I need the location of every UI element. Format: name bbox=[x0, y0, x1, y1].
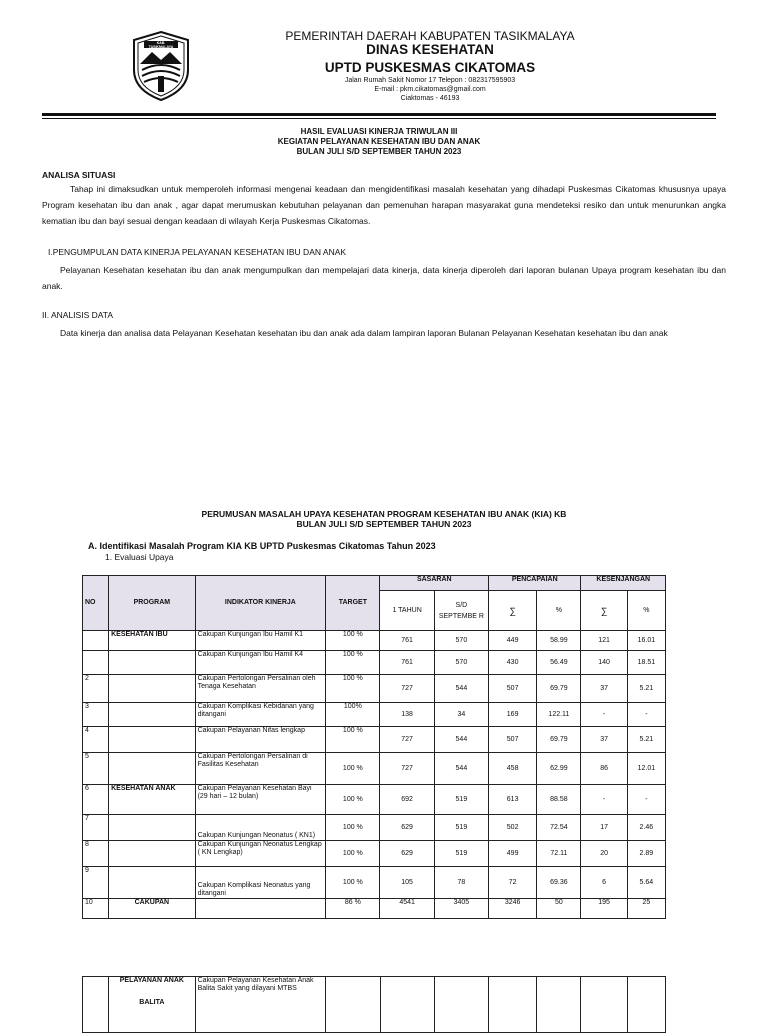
col-kesenjangan: KESENJANGAN bbox=[581, 576, 666, 591]
table-row: 8 Cakupan Kunjungan Neonatus Lengkap ( KN Lengkap) 100 % 629 519 499 72.11 20 2.89 bbox=[83, 841, 666, 867]
col-indikator: INDIKATOR KINERJA bbox=[195, 576, 326, 631]
table-row: 4 Cakupan Pelayanan Nifas lengkap 100 % 727 544 507 69.79 37 5.21 bbox=[83, 727, 666, 753]
analisa-heading: ANALISA SITUASI bbox=[42, 170, 116, 180]
section2-paragraph: Data kinerja dan analisa data Pelayanan Kesehatan kesehatan ibu dan anak ada dalam lampiran laporan Bulanan Pelayanan Kesehatan kesehatan ibu dan anak bbox=[60, 328, 668, 338]
evaluasi-heading: 1. Evaluasi Upaya bbox=[105, 552, 174, 562]
section1-paragraph: Pelayanan Kesehatan kesehatan ibu dan anak mengumpulkan dan mempelajari data kinerja, data kinerja diperoleh dari laporan bulanan Upaya program kesehatan ibu dan anak. bbox=[42, 265, 726, 291]
letterhead-agency: DINAS KESEHATAN bbox=[366, 42, 494, 57]
analisa-paragraph: Tahap ini dimaksudkan untuk memperoleh informasi mengenai keadaan dan mengidentifikasi masalah kesehatan yang dihadapi Puskesmas Cikatomas khususnya upaya Program kesehatan ibu dan anak , agar dapat merumuskan kebutuhan pelayanan dan pemenuhan harapan masyarakat guna mendeteksi resiko dan untuk menurunkan angka kematian ibu dan bayi sesuai dengan keadaan di wilayah Kerja Puskesmas Cikatomas. bbox=[42, 184, 726, 226]
col-pencapaian: PENCAPAIAN bbox=[489, 576, 581, 591]
letterhead-email: E-mail : pkm.cikatomas@gmail.com bbox=[374, 86, 486, 93]
table-row: 5 Cakupan Pertolongan Persalinan di Fasilitas Kesehatan 100 % 727 544 458 62.99 86 12.01 bbox=[83, 753, 666, 785]
letterhead-unit: UPTD PUSKESMAS CIKATOMAS bbox=[324, 60, 536, 75]
evaluation-table bbox=[82, 575, 666, 919]
table-row: 10 CAKUPAN 86 % 4541 3405 3246 50 195 25 bbox=[83, 899, 666, 919]
letterhead-address: Jalan Rumah Sakit Nomor 17 Telepon : 082317595903 bbox=[344, 77, 516, 84]
balita-table bbox=[82, 976, 666, 1033]
table-row: 7 Cakupan Kunjungan Neonatus ( KN1) 100 % 629 519 502 72.54 17 2.46 bbox=[83, 815, 666, 841]
col-sasaran-tahun: 1 TAHUN bbox=[380, 591, 434, 631]
perumusan-title: PERUMUSAN MASALAH UPAYA KESEHATAN PROGRAM KESEHATAN IBU ANAK (KIA) KB bbox=[201, 509, 567, 519]
letterhead-government: PEMERINTAH DAERAH KABUPATEN TASIKMALAYA bbox=[285, 29, 575, 43]
col-target: TARGET bbox=[326, 576, 380, 631]
regency-logo bbox=[130, 30, 192, 102]
col-kesenjangan-pct: % bbox=[627, 591, 665, 631]
report-title: HASIL EVALUASI KINERJA TRIWULAN III bbox=[300, 127, 458, 136]
balita-program-line1: PELAYANAN ANAK bbox=[119, 977, 184, 984]
table-row: Cakupan Kunjungan Ibu Hamil K4 100 % 761 570 430 56.49 140 18.51 bbox=[83, 651, 666, 675]
col-no: NO bbox=[83, 576, 109, 631]
balita-indikator: Cakupan Pelayanan Kesehatan Anak Balita Sakit yang dilayani MTBS bbox=[195, 977, 326, 1033]
balita-program-line2: BALITA bbox=[139, 999, 165, 1006]
letterhead-rule-thin bbox=[42, 118, 716, 119]
report-subtitle: KEGIATAN PELAYANAN KESEHATAN IBU DAN ANAK bbox=[277, 137, 481, 146]
col-kesenjangan-sum: ∑ bbox=[581, 591, 627, 631]
table-row: 6 KESEHATAN ANAK Cakupan Pelayanan Kesehatan Bayi (29 hari – 12 bulan) 100 % 692 519 613 88.58 - - bbox=[83, 785, 666, 815]
table-row: 9 Cakupan Komplikasi Neonatus yang ditangani 100 % 105 78 72 69.36 6 5.64 bbox=[83, 867, 666, 899]
identifikasi-heading: A. Identifikasi Masalah Program KIA KB UPTD Puskesmas Cikatomas Tahun 2023 bbox=[88, 541, 436, 551]
col-sasaran: SASARAN bbox=[380, 576, 489, 591]
table-row: 2 Cakupan Pertolongan Persalinan oleh Tenaga Kesehatan 100 % 727 544 507 69.79 37 5.21 bbox=[83, 675, 666, 703]
table-row: 3 Cakupan Komplikasi Kebidanan yang ditangani 100% 138 34 169 122.11 - - bbox=[83, 703, 666, 727]
report-period: BULAN JULI S/D SEPTEMBER TAHUN 2023 bbox=[296, 147, 462, 156]
letterhead-rule-thick bbox=[42, 113, 716, 116]
letterhead-city: Ciaktomas - 46193 bbox=[400, 95, 460, 102]
section2-heading: II. ANALISIS DATA bbox=[42, 310, 114, 320]
perumusan-period: BULAN JULI S/D SEPTEMBER TAHUN 2023 bbox=[296, 519, 472, 529]
table-row bbox=[83, 977, 666, 1033]
col-pencapaian-sum: ∑ bbox=[489, 591, 537, 631]
col-program: PROGRAM bbox=[109, 576, 195, 631]
col-sasaran-sd: S/D SEPTEMBE R bbox=[434, 591, 488, 631]
table-row: KESEHATAN IBU Cakupan Kunjungan Ibu Hamil K1 100 % 761 570 449 58.99 121 16.01 bbox=[83, 631, 666, 651]
logo-label: KAB. TASIKMALAYA bbox=[148, 41, 174, 49]
col-pencapaian-pct: % bbox=[537, 591, 581, 631]
section1-heading: I.PENGUMPULAN DATA KINERJA PELAYANAN KESEHATAN IBU DAN ANAK bbox=[48, 247, 347, 257]
